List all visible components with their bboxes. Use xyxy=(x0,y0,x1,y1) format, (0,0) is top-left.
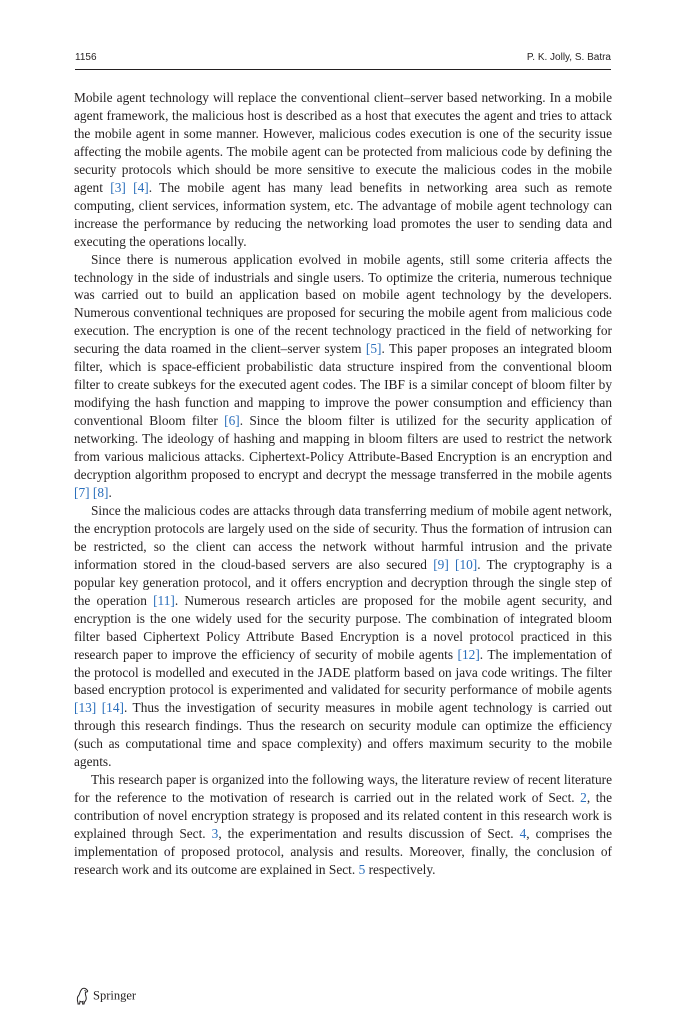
citation-link[interactable]: 4 xyxy=(519,826,527,842)
springer-horse-icon xyxy=(74,987,90,1005)
citation-link[interactable]: [6] xyxy=(224,413,240,429)
text-run: , the contribution of novel encryption strategy is proposed and its related content in this research work is explained through Sect. xyxy=(74,790,612,842)
text-run: . The cryptography is a popular key generation protocol, and it offers encryption and decryption through the single step of the operation xyxy=(74,556,612,608)
citation-link[interactable]: 2 xyxy=(580,790,587,806)
citation-link[interactable]: 5 xyxy=(358,861,366,877)
citation-link[interactable]: [12] xyxy=(457,646,480,662)
paragraph xyxy=(74,771,612,879)
text-run: . The mobile agent has many lead benefits in networking area such as remote computing, client services, information system, etc. The advantage of mobile agent technology can increase the performance by reducing the networking load promotes the user to sending data and executing the operations locally. xyxy=(74,179,612,249)
paragraph xyxy=(74,251,612,502)
paragraph xyxy=(74,89,612,251)
header-rule xyxy=(75,69,611,70)
text-run: , comprises the implementation of proposed protocol, analysis and results. Moreover, finally, the conclusion of research work and its outcome are explained in Sect. xyxy=(74,826,612,877)
citation-link[interactable]: [13] xyxy=(74,700,97,716)
running-authors: P. K. Jolly, S. Batra xyxy=(526,52,611,63)
citation-link[interactable]: [8] xyxy=(92,484,109,500)
text-run: Since there is numerous application evolved in mobile agents, still some criteria affects the technology in the side of industrials and single users. To optimize the criteria, numerous technique was carried out to build an application based on mobile agent technology by the developers. Numerous conventional techniques are proposed for securing the mobile agent from malicious code execution. The encryption is one of the recent technology practiced in the field of networking for securing the data roamed in the client–server system xyxy=(74,251,612,357)
citation-link[interactable]: [5] xyxy=(365,341,382,357)
text-run: . The implementation of the protocol is modelled and executed in the JADE platform based on java code writings. The filter based encryption protocol is experimented and validated for security performance of mobile agents xyxy=(74,646,612,698)
citation-link[interactable]: 3 xyxy=(211,826,219,842)
text-run: . Thus the investigation of security measures in mobile agent technology is carried out through this research findings. Thus the research on security module can optimize the efficiency (such as computational time and space complexity) and offers maximum security to the mobile agents. xyxy=(74,700,612,770)
text-run: . This paper proposes an integrated bloom filter, which is space-efficient probabilistic data structure inspired from the conventional bloom filter to create subkeys for the executed agent codes. The IBF is a similar concept of bloom filter by modifying the hash function and mapping to improve the power consumption and efficiency than conventional Bloom filter xyxy=(74,341,612,429)
text-run: . Since the bloom filter is utilized for the security application of networking. The ideology of hashing and mapping in bloom filters are used to restrict the network from various malicious attacks. Ciphertext-Policy Attribute-Based Encryption is an encryption and decryption algorithm proposed to encrypt and decrypt the message transferred in the mobile agents xyxy=(74,413,612,483)
body-text xyxy=(74,89,612,879)
footer xyxy=(74,987,136,1007)
page-number: 1156 xyxy=(75,52,97,63)
citation-link[interactable]: [14] xyxy=(101,700,124,716)
text-run: respectively. xyxy=(365,861,436,877)
citation-link[interactable]: [7] xyxy=(74,484,90,500)
citation-link[interactable]: [3] xyxy=(110,179,126,195)
text-run: This research paper is organized into the following ways, the literature review of recent literature for the reference to the motivation of research is carried out in the related work of Sect. xyxy=(74,772,612,806)
running-header xyxy=(75,52,611,68)
citation-link[interactable]: [10] xyxy=(455,556,478,572)
citation-link[interactable]: [9] xyxy=(433,556,449,572)
publisher-name: Springer xyxy=(93,988,137,1003)
paragraph xyxy=(74,502,612,771)
text-run: Since the malicious codes are attacks through data transferring medium of mobile agent network, the encryption protocols are largely used on the side of security. Thus the formation of intrusion can be restricted, so the client can access the network without harmful intrusion and the private information stored in the cloud-based servers are also secured xyxy=(74,502,612,572)
text-run: . xyxy=(108,484,112,500)
text-run: . Numerous research articles are proposed for the mobile agent security, and encryption is the one widely used for the security purpose. The combination of integrated bloom filter based Ciphertext Policy Attribute Based Encryption is a novel protocol practiced in this research paper to improve the efficiency of security of mobile agents xyxy=(74,592,612,662)
text-run: Mobile agent technology will replace the conventional client–server based networking. In a mobile agent framework, the malicious host is described as a host that executes the agent and tries to attack the mobile agent in some manner. However, malicious codes execution is one of the security issue affecting the mobile agents. The mobile agent can be protected from malicious code by defining the security protocols which should be more sensitive to execute the malicious codes in the mobile agent xyxy=(74,90,612,195)
citation-link[interactable]: [11] xyxy=(153,592,175,608)
text-run: , the experimentation and results discussion of Sect. xyxy=(218,826,520,842)
citation-link[interactable]: [4] xyxy=(133,179,149,195)
